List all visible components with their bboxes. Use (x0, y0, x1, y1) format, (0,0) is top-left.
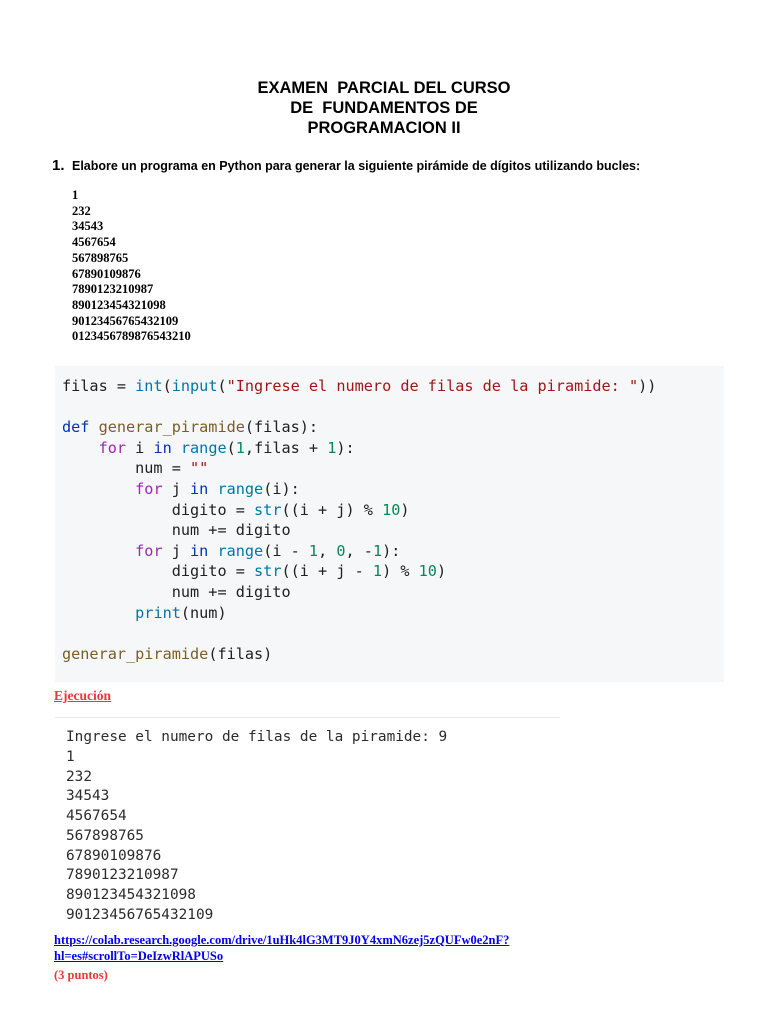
exam-title (0, 78, 768, 138)
code-token: ( (162, 377, 172, 395)
code-token: range (180, 438, 227, 457)
code-token: ((i + j) % (281, 500, 383, 519)
code-token: ): (382, 541, 401, 560)
console-line: 90123456765432109 (66, 906, 214, 923)
code-token: (filas): (244, 418, 319, 437)
code-token: (num) (180, 603, 227, 622)
code-token: digito = (62, 562, 255, 581)
pyramid-line: 90123456765432109 (72, 313, 179, 328)
execution-label: Ejecución (54, 688, 111, 703)
code-token: j (162, 479, 191, 498)
console-line: 567898765 (66, 827, 144, 844)
code-line (62, 458, 656, 479)
code-token (62, 604, 135, 622)
code-token: ((i + j - (281, 562, 373, 581)
code-line (62, 644, 656, 665)
code-token: 10 (418, 562, 437, 581)
code-token (62, 480, 135, 498)
code-token: in (190, 541, 218, 560)
code-token (62, 542, 135, 560)
code-token: 10 (382, 500, 401, 519)
code-token: int (135, 377, 163, 395)
console-line: 7890123210987 (66, 867, 179, 884)
code-line (62, 417, 656, 438)
pyramid-line: 4567654 (72, 235, 116, 250)
code-token: 1 (308, 541, 319, 560)
code-token: (i): (263, 479, 300, 498)
code-token: ,filas + (244, 438, 328, 457)
pyramid-line: 7890123210987 (72, 282, 154, 297)
console-output (66, 728, 447, 926)
code-token: (i - (263, 541, 309, 560)
code-token: , (318, 541, 337, 560)
console-line: 4567654 (66, 808, 127, 824)
code-line (62, 376, 656, 397)
code-line (62, 561, 656, 582)
pyramid-line: 567898765 (72, 250, 129, 265)
code-token: 1 (235, 438, 245, 457)
code-token: in (190, 479, 218, 498)
code-token: ) (436, 562, 447, 581)
code-token: )) (638, 377, 657, 395)
code-token: j (162, 541, 191, 560)
console-line: 1 (66, 748, 75, 765)
code-token: "Ingrese el numero de filas de la piramide: " (226, 377, 639, 395)
code-line (62, 397, 656, 418)
code-token: for (98, 438, 127, 457)
code-token: generar_piramide (62, 644, 209, 663)
title-line: DE FUNDAMENTOS DE (290, 99, 478, 117)
code-token: "" (190, 459, 209, 478)
points-note: (3 puntos) (54, 968, 108, 982)
code-line (62, 623, 656, 644)
python-code (62, 376, 656, 664)
code-token: digito = (62, 500, 255, 519)
code-token: range (217, 541, 264, 560)
console-line: 67890109876 (66, 847, 162, 864)
code-line (62, 603, 656, 624)
code-token: ( (217, 377, 227, 395)
code-token: def (62, 418, 99, 437)
output-divider (55, 717, 560, 718)
pyramid-line: 890123454321098 (72, 297, 166, 312)
code-token: ) (400, 500, 410, 519)
console-line: Ingrese el numero de filas de la piramide: 9 (66, 729, 448, 745)
code-token: ) % (382, 562, 419, 581)
code-token: i (126, 438, 154, 457)
code-token: num += digito (62, 582, 291, 601)
console-line: 34543 (66, 788, 110, 805)
code-token: ): (336, 438, 355, 457)
code-token: input (171, 377, 218, 395)
code-line (62, 500, 656, 521)
code-token: for (135, 541, 163, 560)
code-token (62, 439, 99, 457)
link-line[interactable]: hl=es#scrollTo=DeIzwRlAPUSo (54, 949, 224, 963)
link-line[interactable]: https://colab.research.google.com/drive/1uHk4lG3MT9J0Y4xmN6zej5zQUFw0e2nF? (54, 933, 510, 947)
console-line: 232 (66, 768, 92, 785)
code-token: 1 (327, 438, 337, 457)
question-number: 1. (52, 157, 65, 174)
code-token: filas = (62, 377, 136, 395)
code-token: str (254, 562, 282, 581)
console-line: 890123454321098 (66, 887, 196, 903)
code-line (62, 479, 656, 500)
pyramid-line: 0123456789876543210 (72, 329, 191, 344)
colab-link[interactable] (54, 932, 594, 964)
code-token: , - (345, 541, 373, 560)
code-token: range (217, 479, 264, 498)
code-token: print (135, 603, 181, 622)
code-token: generar_piramide (98, 418, 245, 437)
code-token: 1 (372, 562, 383, 581)
code-token: 1 (372, 541, 383, 560)
code-token: ( (226, 438, 236, 457)
code-token: str (254, 500, 282, 519)
title-line: PROGRAMACION II (307, 119, 461, 137)
question-1 (52, 157, 752, 174)
code-token: num += digito (62, 521, 291, 540)
code-token: num = (62, 459, 191, 478)
code-token: for (135, 479, 163, 498)
code-line (62, 582, 656, 603)
question-text: Elabore un programa en Python para generar la siguiente pirámide de dígitos utilizando bucles: (72, 159, 641, 173)
pyramid-line: 1 (72, 188, 79, 202)
code-line (62, 438, 656, 459)
digit-pyramid (72, 188, 191, 345)
code-line (62, 520, 656, 541)
pyramid-line: 232 (72, 203, 91, 218)
title-line: EXAMEN PARCIAL DEL CURSO (257, 79, 511, 97)
code-line (62, 541, 656, 562)
pyramid-line: 34543 (72, 219, 104, 234)
code-token: in (153, 438, 181, 457)
code-token: 0 (336, 541, 346, 560)
pyramid-line: 67890109876 (72, 266, 141, 281)
code-token: (filas) (208, 644, 273, 663)
